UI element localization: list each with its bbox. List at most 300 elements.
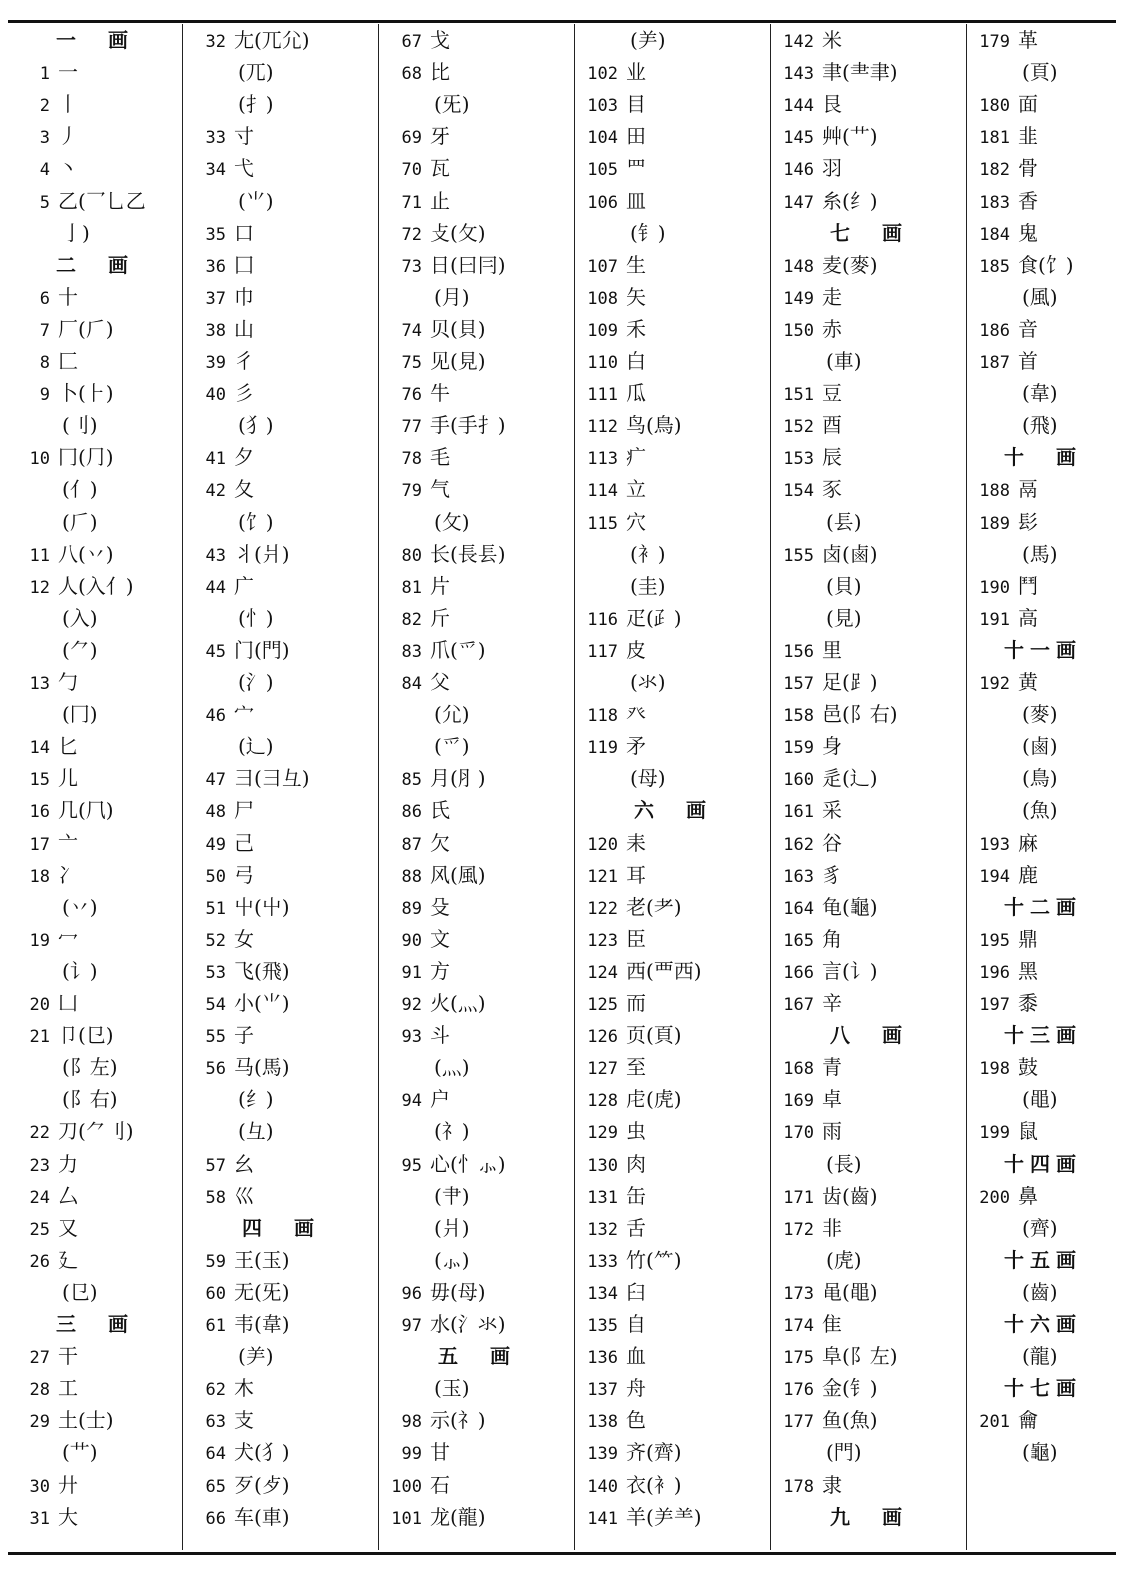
radical-glyph: (黽) <box>1022 1087 1058 1112</box>
radical-number: 37 <box>205 288 226 309</box>
radical-glyph: 日(曰冃) <box>430 252 506 277</box>
radical-number: 59 <box>205 1251 226 1272</box>
stroke-count-heading <box>774 1019 964 1051</box>
radical-variant <box>970 1276 1116 1308</box>
radical-variant <box>186 409 376 441</box>
radical-number: 125 <box>587 995 618 1015</box>
radical-entry <box>578 730 768 762</box>
radical-glyph: (⺈) <box>62 637 98 662</box>
radical-glyph: (冂) <box>62 702 98 727</box>
radical-number: 88 <box>401 866 422 887</box>
radical-entry <box>10 441 180 473</box>
radical-variant <box>382 698 572 730</box>
heading-label: 五 画 <box>438 1344 516 1369</box>
radical-glyph: 氏 <box>430 798 450 823</box>
radical-glyph: 至 <box>626 1055 646 1080</box>
radical-glyph: 儿 <box>58 766 78 791</box>
radical-glyph: 丿 <box>58 124 78 149</box>
radical-variant <box>774 570 964 602</box>
radical-glyph: 丨 <box>58 92 78 117</box>
radical-entry <box>382 441 572 473</box>
radical-number: 39 <box>205 353 226 373</box>
radical-number: 195 <box>979 930 1010 951</box>
radical-number: 115 <box>587 513 618 534</box>
radical-entry <box>774 1308 964 1340</box>
radical-number: 69 <box>401 128 422 149</box>
radical-glyph: 米 <box>822 28 842 52</box>
radical-glyph: 田 <box>626 124 646 149</box>
heading-label: 二 画 <box>56 252 134 277</box>
radical-entry <box>970 1115 1116 1147</box>
radical-number: 40 <box>205 385 226 406</box>
radical-variant <box>382 1051 572 1083</box>
radical-glyph: (氵) <box>238 670 274 694</box>
radical-entry <box>382 634 572 666</box>
radical-glyph: 癶 <box>626 702 646 727</box>
radical-entry <box>186 1180 376 1212</box>
radical-glyph: 刀(⺈刂) <box>58 1119 134 1144</box>
radical-glyph: 广 <box>234 573 254 598</box>
radical-variant <box>970 538 1116 570</box>
radical-number: 77 <box>401 417 422 438</box>
radical-glyph: 王(玉) <box>234 1247 290 1272</box>
radical-entry <box>10 152 180 184</box>
radical-number: 155 <box>783 545 814 566</box>
stroke-count-heading <box>970 1308 1116 1340</box>
radical-number: 175 <box>783 1348 814 1369</box>
radical-entry <box>10 88 180 120</box>
radical-number: 101 <box>391 1508 422 1529</box>
radical-number: 144 <box>783 96 814 117</box>
radical-number: 118 <box>587 706 618 727</box>
radical-glyph: 衣(衤) <box>626 1472 682 1497</box>
radical-glyph: (魚) <box>1022 798 1058 823</box>
radical-entry <box>382 538 572 570</box>
radical-entry <box>970 602 1116 634</box>
radical-glyph: (飛) <box>1022 413 1058 438</box>
radical-variant <box>970 56 1116 88</box>
radical-entry <box>578 955 768 987</box>
radical-number: 53 <box>205 962 226 983</box>
radical-entry <box>186 923 376 955</box>
radical-glyph: 斗 <box>430 1023 450 1048</box>
radical-glyph: 歹(歺) <box>234 1472 290 1497</box>
radical-entry <box>186 827 376 859</box>
radical-entry <box>578 827 768 859</box>
radical-number: 154 <box>783 481 814 502</box>
radical-entry <box>10 1469 180 1501</box>
radical-glyph: (兀) <box>238 60 274 85</box>
radical-glyph: 冖 <box>58 926 78 951</box>
radical-number: 100 <box>391 1476 422 1497</box>
radical-number: 80 <box>401 545 422 566</box>
radical-number: 120 <box>587 834 618 855</box>
radical-entry <box>10 120 180 152</box>
radical-entry <box>578 249 768 281</box>
radical-glyph: 卓 <box>822 1087 842 1112</box>
radical-entry <box>186 1501 376 1533</box>
radical-entry <box>10 666 180 698</box>
radical-glyph: (圭) <box>630 573 666 598</box>
radical-glyph: 西(覀西) <box>626 958 702 983</box>
radical-number: 93 <box>401 1027 422 1048</box>
stroke-count-heading <box>970 634 1116 666</box>
radical-number: 177 <box>783 1412 814 1433</box>
radical-glyph: 几(𠘨) <box>58 798 114 823</box>
radical-number: 34 <box>205 160 226 181</box>
radical-entry <box>10 1212 180 1244</box>
radical-number: 72 <box>401 224 422 245</box>
radical-number: 9 <box>39 385 50 406</box>
radical-entry <box>578 281 768 313</box>
radical-number: 162 <box>783 834 814 855</box>
radical-number: 163 <box>783 866 814 887</box>
radical-number: 185 <box>979 256 1010 277</box>
radical-number: 181 <box>979 128 1010 149</box>
radical-number: 47 <box>205 770 226 791</box>
radical-number: 139 <box>587 1444 618 1465</box>
radical-number: 19 <box>29 930 50 951</box>
radical-glyph: (鹵) <box>1022 734 1058 759</box>
radical-number: 136 <box>587 1348 618 1369</box>
radical-variant <box>970 794 1116 826</box>
radical-glyph: 水(氵氺) <box>430 1312 506 1336</box>
radical-number: 12 <box>29 577 50 598</box>
radical-number: 165 <box>783 930 814 951</box>
radical-entry <box>10 859 180 891</box>
radical-glyph: 匕 <box>58 734 78 759</box>
radical-glyph: 文 <box>430 926 450 951</box>
radical-entry <box>10 377 180 409</box>
radical-glyph: 酉 <box>822 413 842 438</box>
radical-number: 17 <box>29 834 50 855</box>
radical-glyph: (镸) <box>826 509 862 534</box>
radical-number: 160 <box>783 770 814 791</box>
radical-glyph: 戈 <box>430 28 450 52</box>
radical-glyph: 比 <box>430 60 450 85</box>
radical-entry <box>578 1019 768 1051</box>
radical-number: 62 <box>205 1380 226 1401</box>
bottom-rule <box>8 1552 1116 1555</box>
radical-entry <box>774 152 964 184</box>
radical-glyph: (氺) <box>630 670 666 694</box>
radical-glyph: (肀) <box>434 1183 470 1208</box>
radical-glyph: (犭) <box>238 413 274 438</box>
radical-number: 200 <box>979 1187 1010 1208</box>
radical-entry <box>578 1469 768 1501</box>
radical-entry <box>774 538 964 570</box>
radical-entry <box>382 120 572 152</box>
radical-glyph: 彡 <box>234 381 254 406</box>
radical-entry <box>970 1404 1116 1436</box>
radical-glyph: 疒 <box>626 445 646 470</box>
radical-entry <box>10 730 180 762</box>
radical-entry <box>578 185 768 217</box>
radical-entry <box>382 249 572 281</box>
radical-entry <box>970 1180 1116 1212</box>
radical-entry <box>186 377 376 409</box>
radical-glyph: (車) <box>826 349 862 373</box>
radical-entry <box>578 1276 768 1308</box>
radical-glyph: 牛 <box>430 381 450 406</box>
radical-entry <box>186 794 376 826</box>
radical-entry <box>970 473 1116 505</box>
radical-entry <box>774 698 964 730</box>
radical-number: 42 <box>205 481 226 502</box>
radical-number: 33 <box>205 128 226 149</box>
radical-glyph: 幺 <box>234 1151 254 1176</box>
radical-glyph: (母) <box>630 766 666 791</box>
radical-variant <box>382 1372 572 1404</box>
radical-glyph: 冫 <box>58 862 78 887</box>
radical-glyph: 口 <box>234 220 254 245</box>
radical-variant <box>578 570 768 602</box>
radical-number: 96 <box>401 1283 422 1304</box>
radical-number: 172 <box>783 1219 814 1240</box>
radical-entry <box>382 24 572 56</box>
radical-entry <box>186 1051 376 1083</box>
radical-entry <box>578 1404 768 1436</box>
radical-glyph: 耳 <box>626 862 646 887</box>
radical-glyph: 力 <box>58 1151 78 1176</box>
radical-glyph: 支 <box>234 1408 254 1433</box>
radical-glyph: (月) <box>434 284 470 309</box>
radical-glyph: (見) <box>826 605 862 630</box>
radical-variant <box>10 409 180 441</box>
radical-entry <box>970 955 1116 987</box>
radical-entry <box>382 185 572 217</box>
radical-number: 55 <box>205 1027 226 1048</box>
radical-entry <box>10 987 180 1019</box>
radical-entry <box>382 570 572 602</box>
radical-entry <box>186 1308 376 1340</box>
radical-glyph: 止 <box>430 188 450 213</box>
radical-entry <box>186 570 376 602</box>
radical-number: 122 <box>587 898 618 919</box>
radical-glyph: 攴(攵) <box>430 220 486 245</box>
radical-entry <box>578 56 768 88</box>
radical-entry <box>774 88 964 120</box>
radical-variant <box>578 666 768 698</box>
radical-glyph: (礻) <box>434 1119 470 1144</box>
radical-entry <box>382 1148 572 1180</box>
radical-variant <box>578 24 768 56</box>
radical-glyph: 韦(韋) <box>234 1312 290 1336</box>
radical-glyph: 羊(⺶⺷) <box>626 1504 702 1529</box>
radical-variant <box>970 730 1116 762</box>
radical-number: 128 <box>587 1091 618 1112</box>
radical-glyph: 糸(纟) <box>822 188 878 213</box>
radical-entry <box>774 762 964 794</box>
radical-variant <box>578 217 768 249</box>
radical-variant <box>970 1212 1116 1244</box>
radical-entry <box>382 955 572 987</box>
radical-glyph: 虫 <box>626 1119 646 1144</box>
radical-entry <box>10 345 180 377</box>
radical-number: 140 <box>587 1476 618 1497</box>
radical-number: 149 <box>783 288 814 309</box>
radical-entry <box>382 1019 572 1051</box>
radical-entry <box>970 313 1116 345</box>
radical-entry <box>774 859 964 891</box>
radical-variant <box>382 1244 572 1276</box>
radical-glyph: (扌) <box>238 92 274 117</box>
stroke-count-heading <box>970 891 1116 923</box>
radical-column <box>578 24 768 1550</box>
radical-number: 97 <box>401 1316 422 1336</box>
radical-number: 123 <box>587 930 618 951</box>
radical-glyph: 矛 <box>626 734 646 759</box>
radical-entry <box>578 1180 768 1212</box>
radical-glyph: 月(⺼) <box>430 766 486 791</box>
radical-number: 114 <box>587 481 618 502</box>
radical-glyph: 鼠 <box>1018 1119 1038 1144</box>
radical-number: 74 <box>401 320 422 341</box>
radical-number: 86 <box>401 802 422 823</box>
radical-glyph: 雨 <box>822 1119 842 1144</box>
radical-entry <box>774 377 964 409</box>
radical-entry <box>970 666 1116 698</box>
radical-glyph: (忄) <box>238 605 274 630</box>
radical-variant <box>382 506 572 538</box>
column-divider <box>574 24 575 1550</box>
radical-glyph: (玉) <box>434 1376 470 1401</box>
radical-number: 187 <box>979 353 1010 373</box>
radical-glyph: 皮 <box>626 637 646 662</box>
radical-number: 13 <box>29 674 50 694</box>
radical-number: 171 <box>783 1187 814 1208</box>
radical-entry <box>774 120 964 152</box>
radical-number: 15 <box>29 770 50 791</box>
column-divider <box>182 24 183 1550</box>
radical-glyph: (㔾) <box>62 1279 98 1304</box>
radical-glyph: 火(灬) <box>430 991 486 1015</box>
heading-label: 十四画 <box>1004 1151 1082 1176</box>
radical-glyph: 亅) <box>62 220 90 245</box>
radical-number: 22 <box>29 1123 50 1144</box>
radical-entry <box>970 345 1116 377</box>
radical-glyph: 老(耂) <box>626 894 682 919</box>
radical-number: 7 <box>39 320 50 341</box>
radical-glyph: 十 <box>58 284 78 309</box>
radical-number: 201 <box>979 1412 1010 1433</box>
radical-glyph: 凵 <box>58 991 78 1015</box>
radical-entry <box>970 923 1116 955</box>
radical-glyph: (攵) <box>434 509 470 534</box>
radical-glyph: 尢(兀尣) <box>234 28 310 52</box>
radical-glyph: 工 <box>58 1376 78 1401</box>
radical-variant <box>10 602 180 634</box>
radical-entry <box>774 987 964 1019</box>
radical-number: 135 <box>587 1316 618 1336</box>
radical-entry <box>382 56 572 88</box>
radical-entry <box>186 441 376 473</box>
radical-number: 5 <box>39 192 50 213</box>
radical-glyph: 豸 <box>822 862 842 887</box>
radical-entry <box>382 313 572 345</box>
radical-entry <box>970 24 1116 56</box>
radical-glyph: 勹 <box>58 670 78 694</box>
radical-entry <box>774 1115 964 1147</box>
radical-entry <box>578 602 768 634</box>
radical-entry <box>578 987 768 1019</box>
radical-glyph: 亠 <box>58 830 78 855</box>
radical-number: 58 <box>205 1187 226 1208</box>
radical-variant <box>10 698 180 730</box>
radical-entry <box>774 923 964 955</box>
radical-entry <box>774 409 964 441</box>
radical-glyph: 廾 <box>58 1472 78 1497</box>
radical-glyph: 辛 <box>822 991 842 1015</box>
radical-entry <box>186 859 376 891</box>
radical-variant <box>970 377 1116 409</box>
stroke-count-heading <box>578 794 768 826</box>
radical-number: 90 <box>401 930 422 951</box>
radical-number: 167 <box>783 995 814 1015</box>
radical-entry <box>382 1276 572 1308</box>
radical-number: 41 <box>205 449 226 470</box>
radical-number: 16 <box>29 802 50 823</box>
radical-number: 65 <box>205 1476 226 1497</box>
radical-glyph: 鬥 <box>1018 573 1038 598</box>
radical-glyph: 隶 <box>822 1472 842 1497</box>
radical-number: 83 <box>401 641 422 662</box>
radical-glyph: 见(見) <box>430 349 486 373</box>
radical-glyph: 卜(⺊) <box>58 381 114 406</box>
radical-glyph: 欠 <box>430 830 450 855</box>
radical-number: 190 <box>979 577 1010 598</box>
radical-glyph: 犬(犭) <box>234 1440 290 1465</box>
radical-glyph: 一 <box>58 60 78 85</box>
radical-entry <box>382 762 572 794</box>
radical-glyph: 己 <box>234 830 254 855</box>
radical-glyph: 虍(虎) <box>626 1087 682 1112</box>
radical-glyph: (纟) <box>238 1087 274 1112</box>
heading-label: 三 画 <box>56 1312 134 1336</box>
radical-glyph: (龜) <box>1022 1440 1058 1465</box>
radical-number: 26 <box>29 1251 50 1272</box>
radical-glyph: 冂(⺆) <box>58 445 114 470</box>
radical-entry <box>10 1404 180 1436</box>
radical-glyph: 鼓 <box>1018 1055 1038 1080</box>
radical-variant <box>774 1436 964 1468</box>
radical-number: 142 <box>783 32 814 52</box>
radical-variant <box>10 473 180 505</box>
radical-number: 157 <box>783 674 814 694</box>
radical-entry <box>774 955 964 987</box>
radical-number: 68 <box>401 64 422 85</box>
radical-entry <box>578 1148 768 1180</box>
radical-variant <box>382 1212 572 1244</box>
radical-glyph: (旡) <box>434 92 470 117</box>
radical-entry <box>970 120 1116 152</box>
radical-glyph: (饣) <box>238 509 274 534</box>
radical-glyph: 片 <box>430 573 450 598</box>
heading-label: 十三画 <box>1004 1023 1082 1048</box>
radical-entry <box>578 698 768 730</box>
radical-glyph: 门(門) <box>234 637 290 662</box>
radical-entry <box>382 602 572 634</box>
radical-number: 57 <box>205 1155 226 1176</box>
radical-glyph: (爿) <box>434 1215 470 1240</box>
radical-number: 91 <box>401 962 422 983</box>
radical-glyph: 无(旡) <box>234 1279 290 1304</box>
radical-entry <box>578 1340 768 1372</box>
radical-glyph: 厂(𠂆) <box>58 316 114 341</box>
radical-glyph: 心(忄⺗) <box>430 1151 506 1176</box>
radical-entry <box>382 923 572 955</box>
radical-variant <box>10 1051 180 1083</box>
